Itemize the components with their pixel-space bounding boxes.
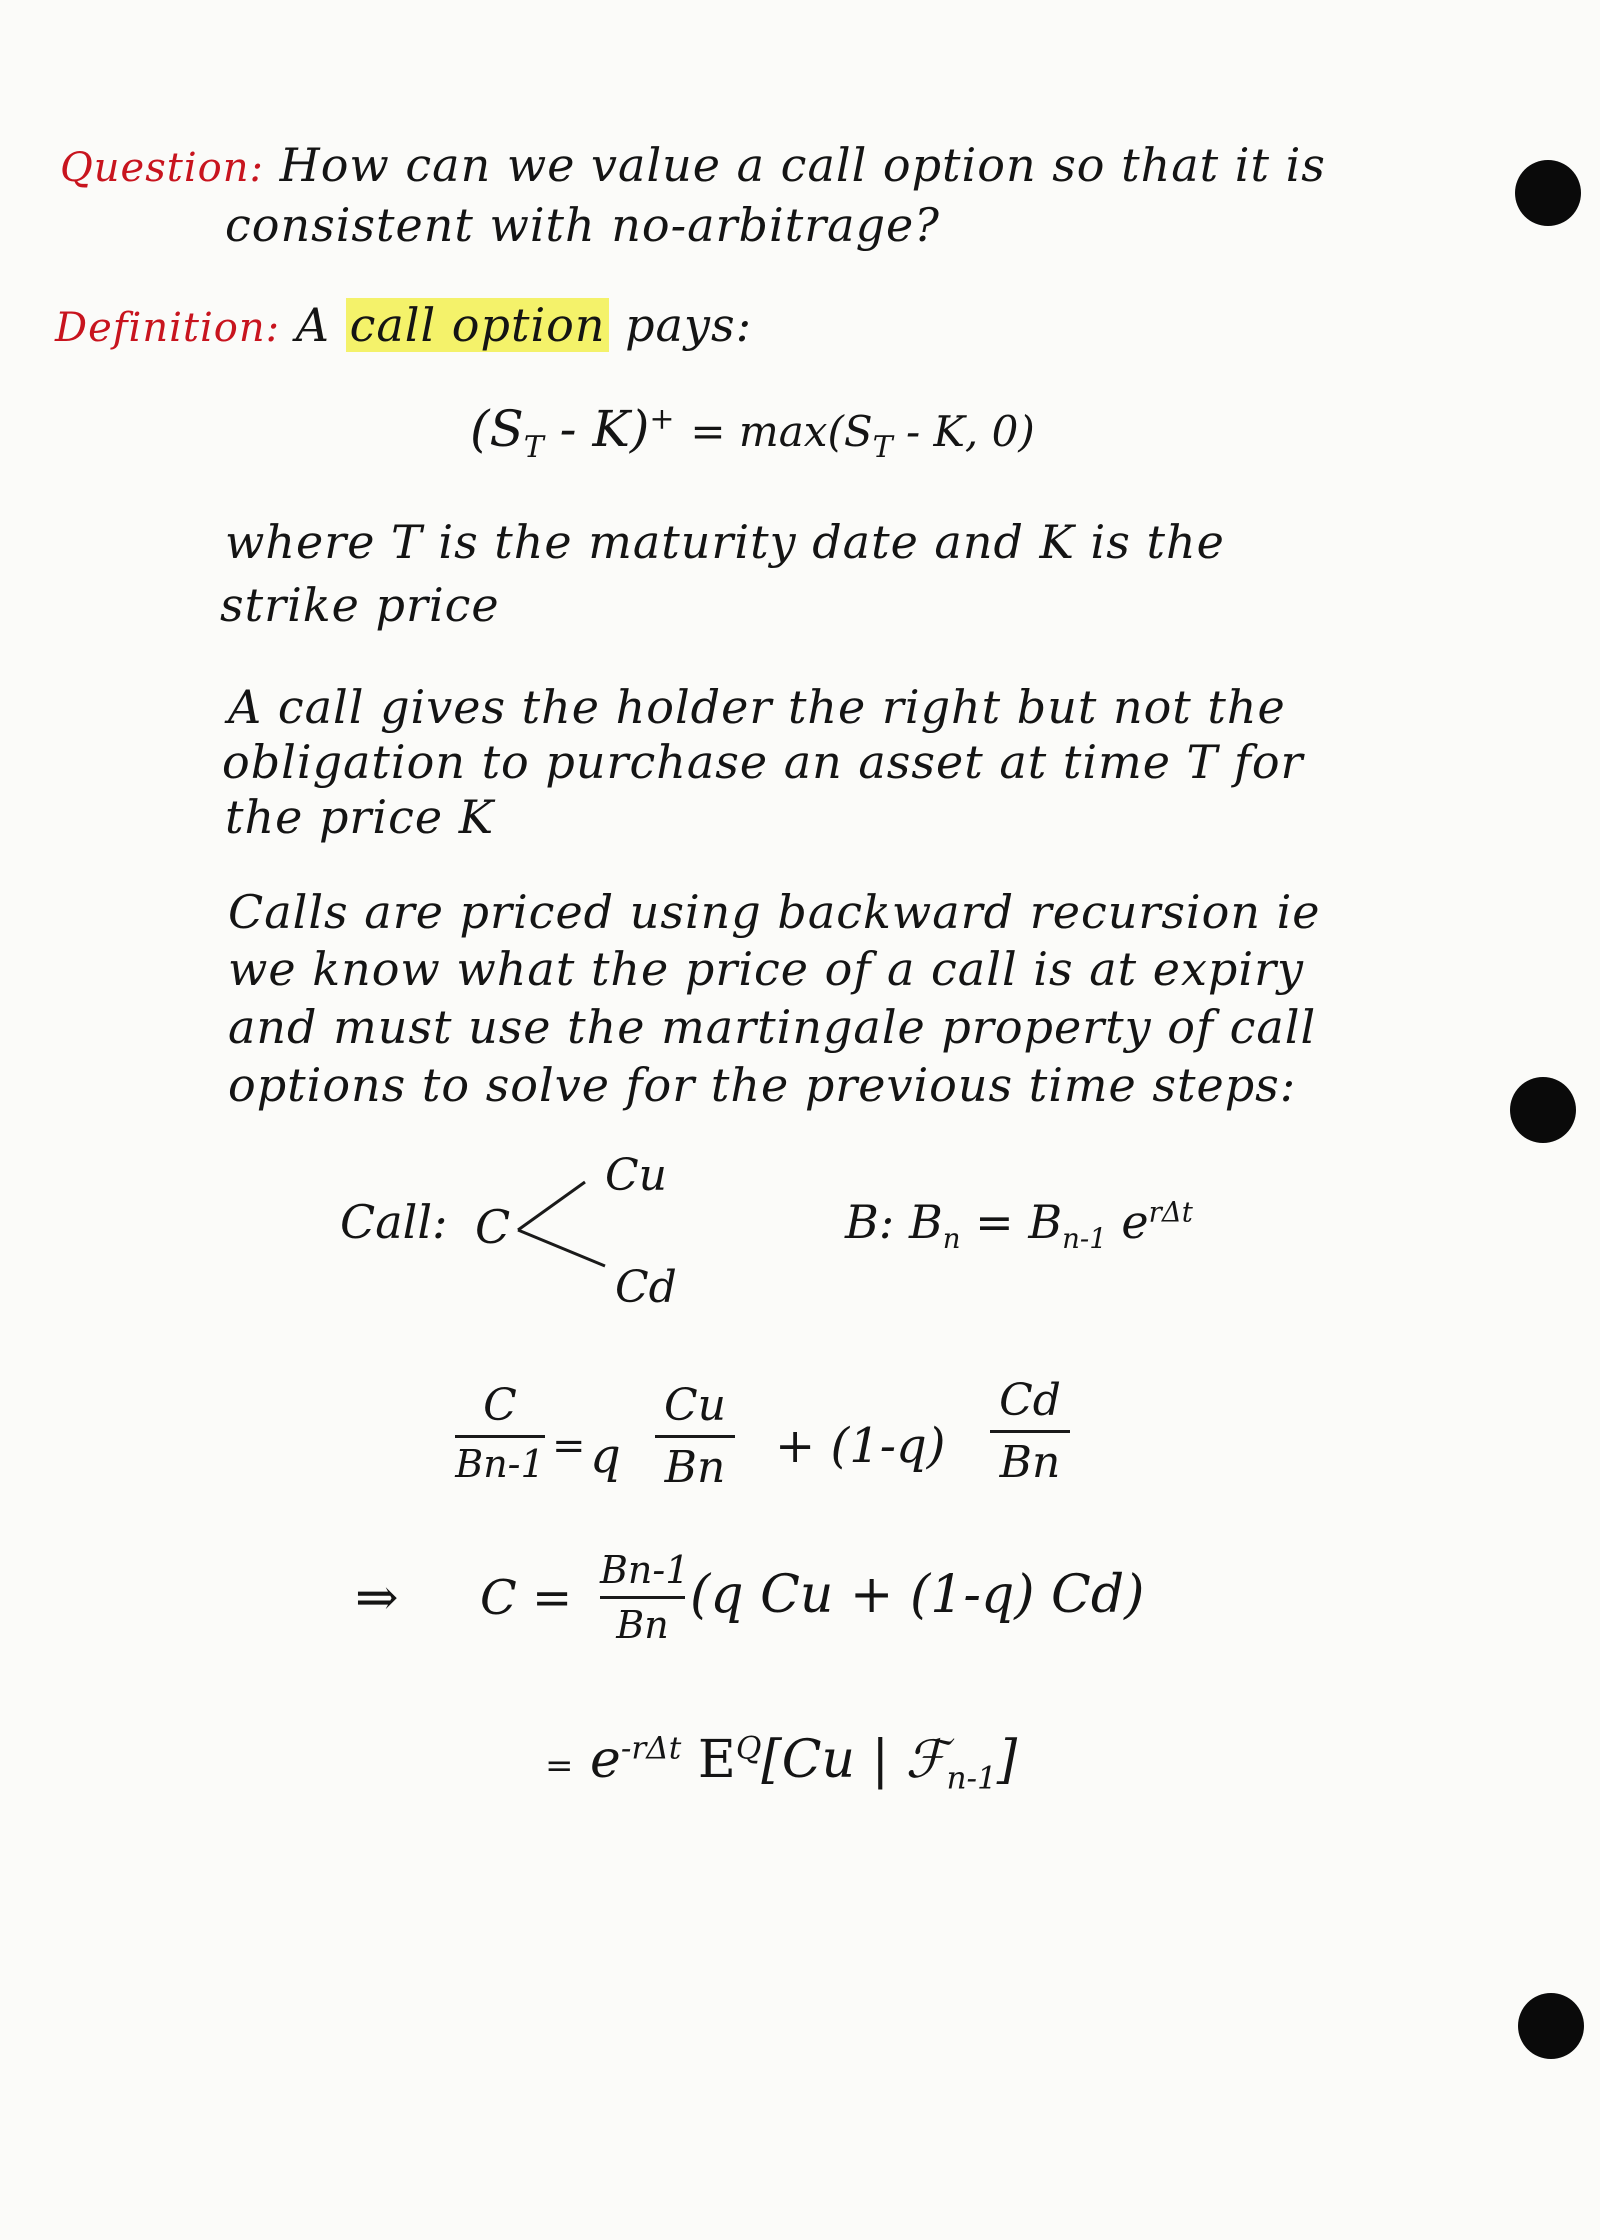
bond-eq: = B bbox=[960, 1195, 1063, 1249]
payoff-rhs-close: - K, 0) bbox=[892, 407, 1035, 456]
tree-root: C bbox=[475, 1200, 511, 1254]
binder-hole-top bbox=[1515, 160, 1581, 226]
definition-label: Definition: bbox=[55, 305, 281, 351]
payoff-lhs-close: - K) bbox=[543, 400, 650, 458]
question-line-1: How can we value a call option so that it is bbox=[279, 138, 1326, 192]
calls-priced-line-3: and must use the martingale property of call bbox=[228, 1000, 1317, 1054]
eq1-f3-den: Bn bbox=[999, 1437, 1061, 1488]
call-gives-line-3: the price K bbox=[225, 790, 495, 844]
binder-hole-bottom bbox=[1518, 1993, 1584, 2059]
definition-post: pays: bbox=[625, 298, 753, 352]
eq2-rhs: (q Cu + (1-q) Cd) bbox=[690, 1565, 1145, 1625]
eq3-F-sub: n-1 bbox=[946, 1760, 997, 1797]
payoff-rhs-sub: T bbox=[872, 430, 893, 465]
eq3-exp: -rΔt bbox=[620, 1730, 682, 1767]
payoff-lhs-sub: T bbox=[523, 430, 544, 465]
eq1-q: q bbox=[590, 1428, 621, 1484]
bond-rhs-sub: n-1 bbox=[1062, 1222, 1107, 1256]
payoff-rhs: = max(S bbox=[690, 407, 873, 456]
bond-exp-sup: rΔt bbox=[1148, 1195, 1193, 1229]
tree-down: Cd bbox=[615, 1262, 677, 1313]
question-block bbox=[60, 138, 1326, 192]
eq3-E-sup: Q bbox=[735, 1730, 762, 1767]
eq3-expectation bbox=[545, 1730, 1017, 1796]
eq1-f2-num: Cu bbox=[663, 1380, 726, 1431]
eq2-f-den: Bn bbox=[616, 1603, 669, 1647]
eq3-equals: = bbox=[545, 1746, 574, 1786]
eq1-f2-bar bbox=[655, 1435, 735, 1438]
eq2-f-bar bbox=[600, 1596, 685, 1599]
payoff-lhs-sup: + bbox=[649, 401, 675, 437]
definition-block bbox=[55, 298, 752, 352]
payoff-lhs-open: (S bbox=[470, 400, 524, 458]
calls-priced-line-4: options to solve for the previous time steps: bbox=[228, 1058, 1297, 1112]
eq1-f3-num: Cd bbox=[999, 1375, 1061, 1426]
eq3-e: e bbox=[590, 1730, 621, 1790]
eq1-equals: = bbox=[552, 1423, 586, 1469]
eq3-close: ] bbox=[996, 1730, 1018, 1790]
eq1-f3-bar bbox=[990, 1430, 1070, 1433]
question-label: Question: bbox=[60, 145, 264, 191]
tree-up: Cu bbox=[605, 1150, 668, 1201]
eq1-frac-c-over-bn1 bbox=[455, 1380, 545, 1486]
eq1-f1-bar bbox=[455, 1435, 545, 1438]
bond-label: B: bbox=[845, 1195, 895, 1249]
eq1-frac-cu-over-bn bbox=[655, 1380, 735, 1493]
eq2-f-num: Bn-1 bbox=[600, 1548, 690, 1592]
payoff-formula bbox=[470, 400, 1035, 465]
definition-pre: A bbox=[295, 298, 330, 352]
call-gives-line-2: obligation to purchase an asset at time T for bbox=[222, 735, 1304, 789]
eq2-implies: ⇒ bbox=[355, 1568, 399, 1628]
eq2-frac-bn1-over-bn bbox=[600, 1548, 690, 1647]
call-option-highlight: call option bbox=[346, 298, 610, 352]
eq3-bracket: [Cu | ℱ bbox=[761, 1730, 947, 1790]
call-gives-line-1: A call gives the holder the right but not the bbox=[228, 680, 1286, 734]
calls-priced-line-2: we know what the price of a call is at expiry bbox=[228, 942, 1305, 996]
binder-hole-middle bbox=[1510, 1077, 1576, 1143]
eq1-f2-den: Bn bbox=[664, 1442, 726, 1493]
eq2-lhs: C = bbox=[480, 1570, 573, 1626]
eq3-E: E bbox=[697, 1730, 736, 1790]
calls-priced-line-1: Calls are priced using backward recursion ie bbox=[228, 885, 1321, 939]
eq1-f1-den: Bn-1 bbox=[455, 1442, 545, 1486]
eq1-middle: + (1-q) bbox=[775, 1418, 946, 1474]
bond-equation bbox=[845, 1195, 1193, 1255]
bond-exp-base: e bbox=[1106, 1195, 1149, 1249]
bond-lhs: B bbox=[908, 1195, 943, 1249]
eq1-f1-num: C bbox=[483, 1380, 517, 1431]
question-line-2: consistent with no-arbitrage? bbox=[225, 198, 940, 252]
where-line-2: strike price bbox=[220, 578, 500, 632]
eq1-frac-cd-over-bn bbox=[990, 1375, 1070, 1488]
tree-label: Call: bbox=[340, 1195, 448, 1249]
where-line-1: where T is the maturity date and K is the bbox=[225, 515, 1225, 569]
bond-lhs-sub: n bbox=[942, 1222, 961, 1256]
